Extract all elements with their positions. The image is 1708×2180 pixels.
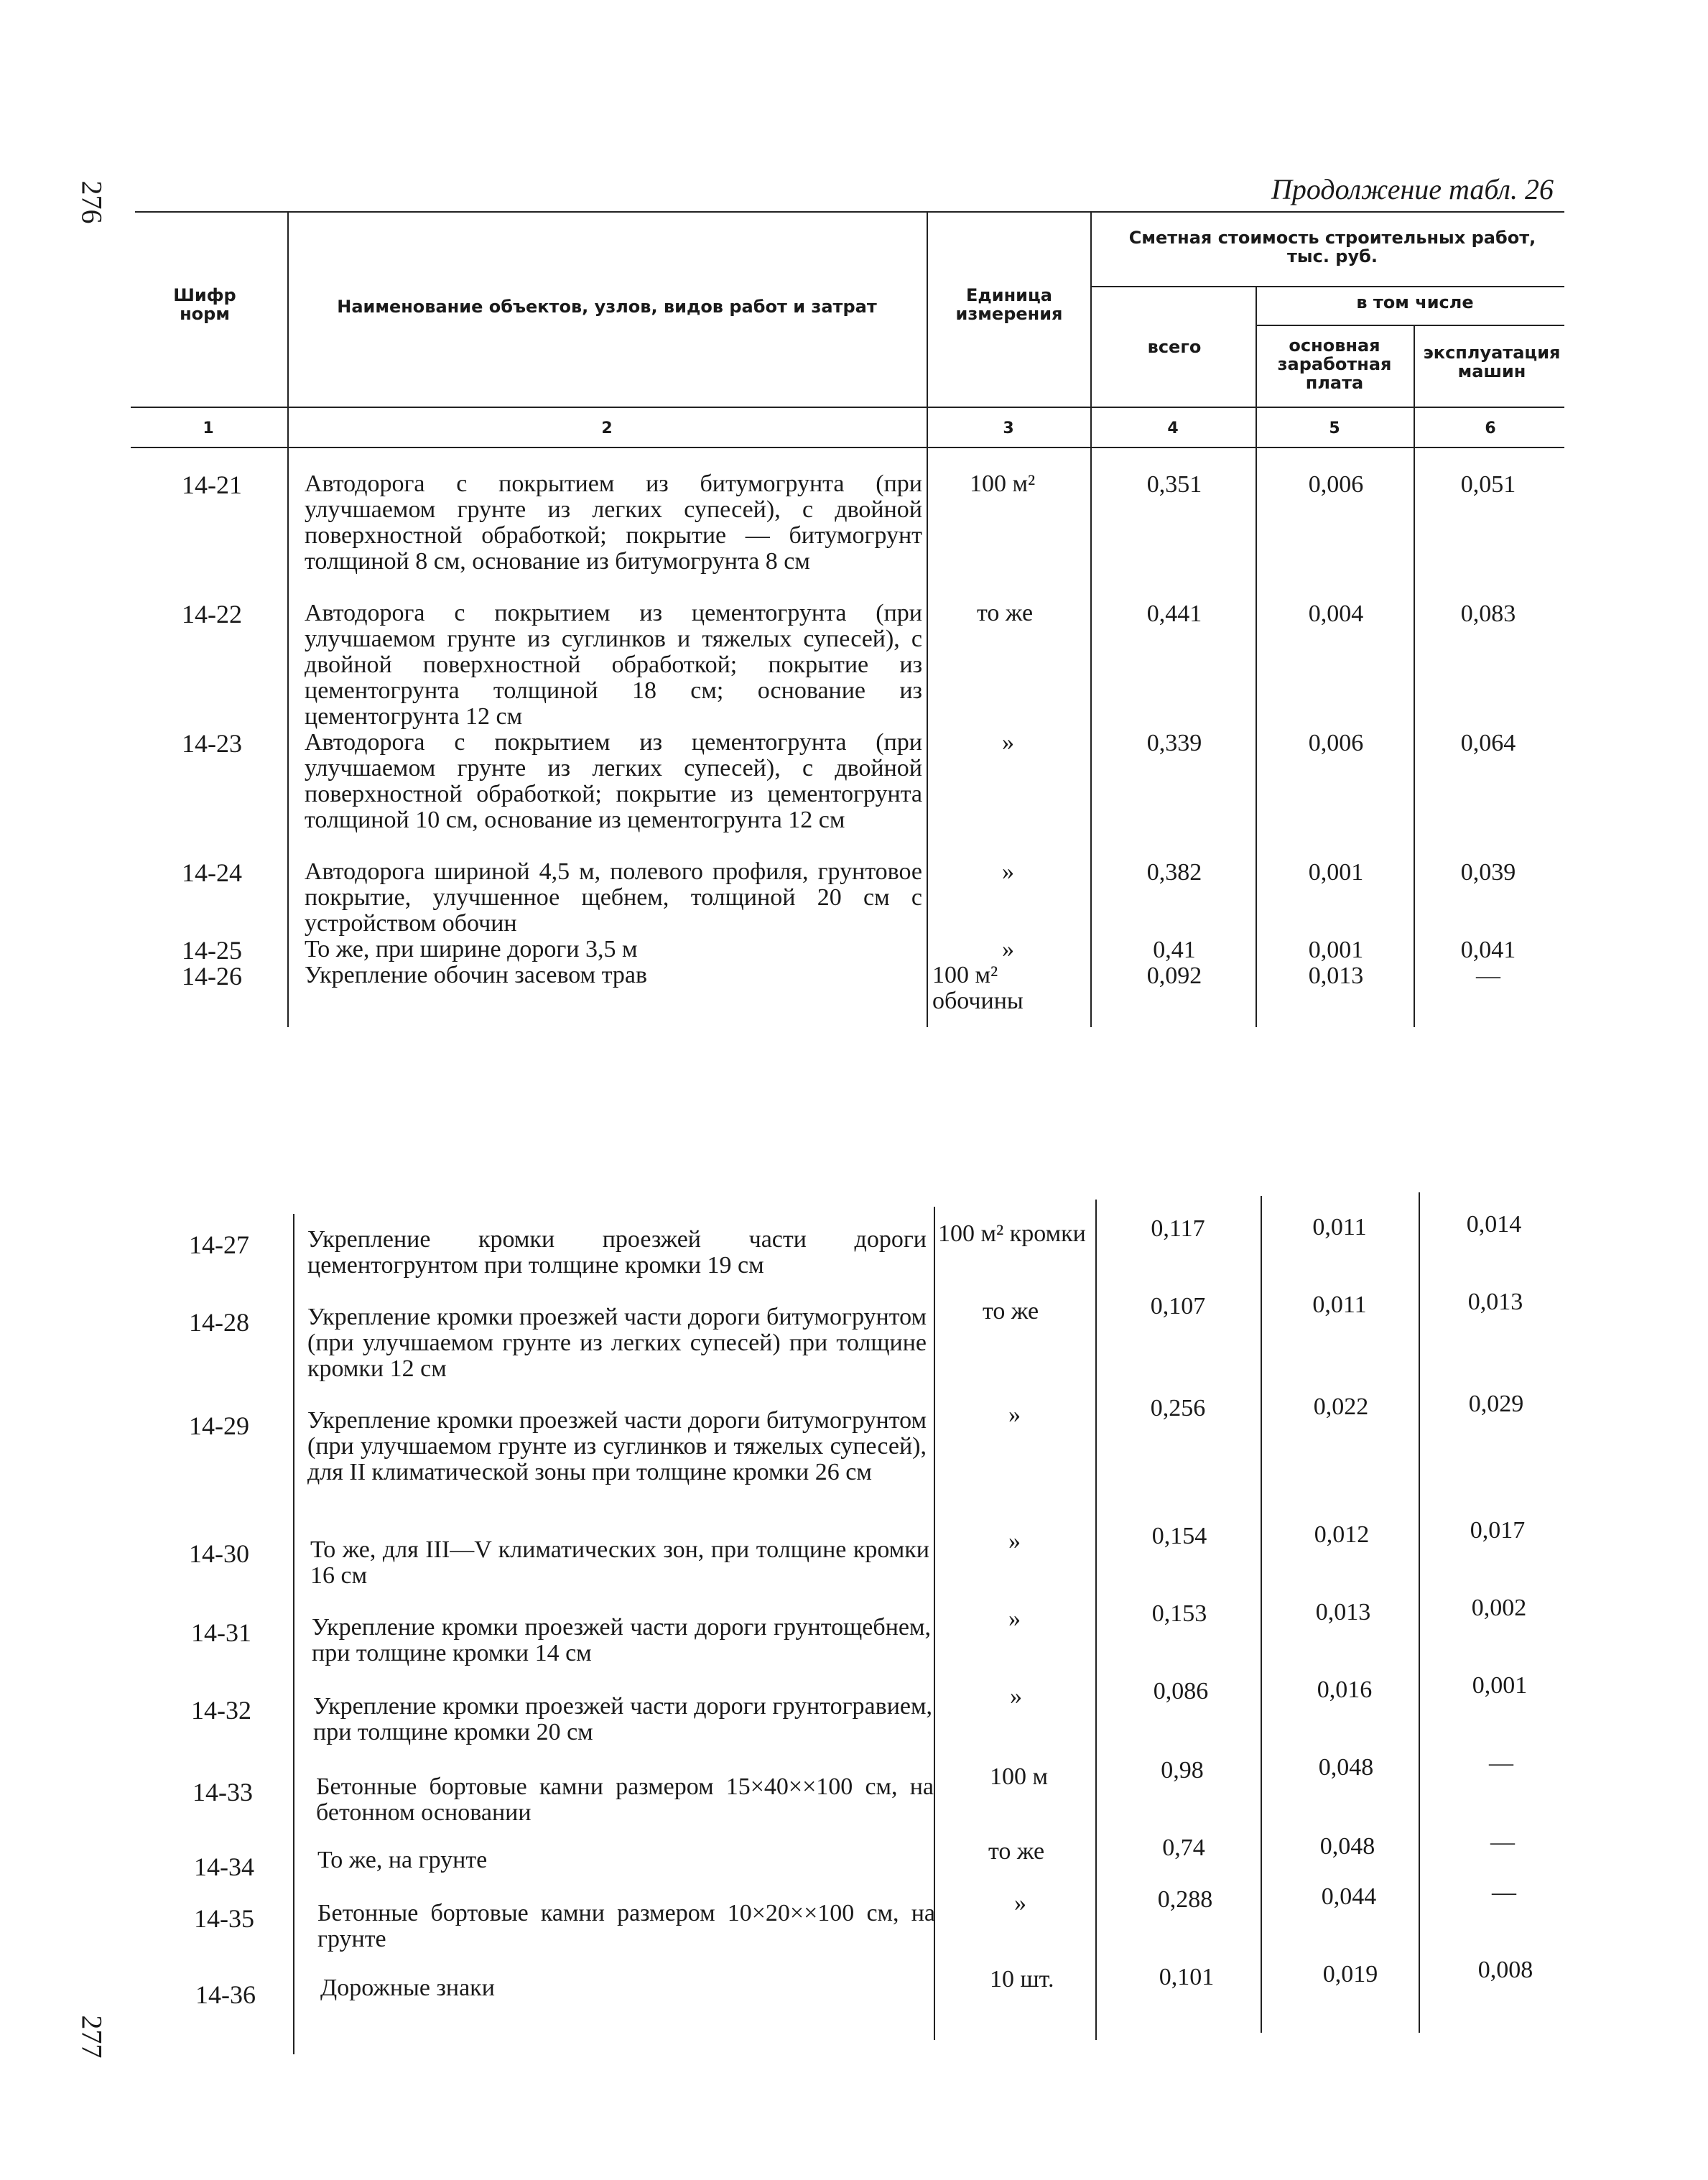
row-machines: 0,014 xyxy=(1466,1211,1522,1238)
page-number-top: 276 xyxy=(75,180,108,224)
row-code: 14-27 xyxy=(189,1230,249,1259)
row-code: 14-26 xyxy=(182,962,242,991)
row-wage: 0,013 xyxy=(1308,963,1364,989)
row-machines: 0,041 xyxy=(1460,937,1516,963)
row-total: 0,256 xyxy=(1150,1395,1206,1421)
row-machines: 0,039 xyxy=(1460,859,1516,886)
row-machines: — xyxy=(1476,963,1500,989)
row-total: 0,092 xyxy=(1146,963,1202,989)
row-name: Дорожные знаки xyxy=(320,1975,495,2001)
row-wage: 0,004 xyxy=(1308,600,1364,627)
row-name: Укрепление кромки проезжей части дороги цементогрунтом при толщине кромки 19 см xyxy=(307,1226,927,1279)
row-name: Автодорога с покрытием из битумогрунта (при улучшаемом грунте из легких супесей), с двойной поверхностной обработкой; покрытие — битумогрунт толщиной 8 см, основание из битумогрунта 8 см xyxy=(305,470,922,575)
row-unit: 100 м² xyxy=(970,470,1036,497)
colnum-1: 1 xyxy=(203,419,214,437)
header-top-rule xyxy=(135,211,1564,213)
row-wage: 0,012 xyxy=(1314,1521,1370,1548)
row-wage: 0,016 xyxy=(1317,1676,1373,1703)
row-name: Укрепление кромки проезжей части дороги грунтощебнем, при толщине кромки 14 см xyxy=(312,1614,931,1666)
row-total: 0,339 xyxy=(1146,730,1202,756)
row-name: Укрепление кромки проезжей части дороги битумогрунтом (при улучшаемом грунте из суглинков и тяжелых супесей), для II климатической зоны при толщине кромки 26 см xyxy=(307,1407,927,1485)
row-code: 14-29 xyxy=(189,1411,249,1440)
colnum-4: 4 xyxy=(1167,419,1179,437)
row-total: 0,107 xyxy=(1150,1293,1206,1319)
row-total: 0,154 xyxy=(1151,1523,1207,1549)
row-name: То же, для III—V климатических зон, при толщине кромки 16 см xyxy=(310,1536,929,1589)
header-bottom-rule xyxy=(131,407,1564,408)
row-unit: » xyxy=(1008,1605,1021,1632)
row-total: 0,382 xyxy=(1146,859,1202,886)
row-code: 14-36 xyxy=(195,1980,256,2009)
row-wage: 0,001 xyxy=(1308,937,1364,963)
table-caption: Продолжение табл. 26 xyxy=(1271,173,1554,205)
row-name: Автодорога с покрытием из цементогрунта (при улучшаемом грунте из суглинков и тяжелых супесей), с двойной поверхностной обработкой; покрытие из цементогрунта толщиной 18 см; основание из цементогрунта 12 см xyxy=(305,600,922,730)
colnum-6: 6 xyxy=(1485,419,1496,437)
row-total: 0,41 xyxy=(1153,937,1196,963)
row-total: 0,351 xyxy=(1146,471,1202,498)
col-divider-2 xyxy=(927,213,928,1027)
header-wage: основная заработная плата xyxy=(1277,335,1392,393)
colnum-2: 2 xyxy=(601,419,613,437)
row-machines: — xyxy=(1489,1750,1513,1776)
header-unit: Единица измерения xyxy=(955,285,1063,324)
row-machines: 0,008 xyxy=(1477,1957,1533,1983)
row-wage: 0,044 xyxy=(1321,1883,1377,1910)
col-divider-5 xyxy=(1414,325,1415,1027)
header-incl-rule xyxy=(1256,325,1564,326)
row-machines: 0,064 xyxy=(1460,730,1516,756)
row-wage: 0,019 xyxy=(1322,1961,1378,1987)
row-name: То же, при ширине дороги 3,5 м xyxy=(305,936,638,963)
row-name: Бетонные бортовые камни размером 15×40××100 см, на бетонном основании xyxy=(316,1773,934,1826)
header-machines: эксплуатация машин xyxy=(1423,343,1561,381)
row-code: 14-28 xyxy=(189,1308,249,1337)
header-total: всего xyxy=(1147,337,1202,357)
col-divider-3 xyxy=(1090,213,1092,1027)
row-unit: » xyxy=(1002,729,1014,756)
row-wage: 0,001 xyxy=(1308,859,1364,886)
row-name: Автодорога с покрытием из цементогрунта (при улучшаемом грунте из легких супесей), с двойной поверхностной обработкой; покрытие из цементогрунта толщиной 10 см, основание из цементогрунта 12 см xyxy=(305,729,922,833)
row-total: 0,101 xyxy=(1159,1964,1215,1990)
row-name: Укрепление обочин засевом трав xyxy=(305,962,648,988)
header-group-rule xyxy=(1090,286,1564,287)
row-code: 14-21 xyxy=(182,470,242,499)
row-unit: 100 м² кромки xyxy=(938,1220,1086,1247)
row-wage: 0,011 xyxy=(1312,1291,1367,1318)
row-machines: 0,017 xyxy=(1470,1517,1526,1544)
bottom-col-divider-3 xyxy=(1095,1200,1097,2040)
header-name: Наименование объектов, узлов, видов работ и затрат xyxy=(337,297,877,317)
colnum-rule xyxy=(131,447,1564,448)
row-code: 14-24 xyxy=(182,858,242,887)
bottom-col-divider-4 xyxy=(1261,1196,1262,2033)
row-machines: 0,083 xyxy=(1460,600,1516,627)
row-code: 14-31 xyxy=(191,1618,251,1647)
page-number-bottom: 277 xyxy=(75,2015,108,2059)
header-cost-group: Сметная стоимость строительных работ, тыс. руб. xyxy=(1128,228,1536,266)
row-total: 0,086 xyxy=(1153,1678,1209,1704)
row-unit: то же xyxy=(983,1298,1039,1325)
row-unit: » xyxy=(1010,1683,1022,1710)
header-code: Шифр норм xyxy=(173,285,236,324)
row-wage: 0,006 xyxy=(1308,730,1364,756)
row-unit: » xyxy=(1008,1528,1021,1554)
row-machines: 0,002 xyxy=(1471,1595,1527,1621)
row-total: 0,98 xyxy=(1161,1757,1204,1784)
row-unit: » xyxy=(1002,858,1014,885)
row-code: 14-32 xyxy=(191,1696,251,1725)
row-code: 14-35 xyxy=(194,1904,254,1933)
row-code: 14-22 xyxy=(182,600,242,629)
row-name: Автодорога шириной 4,5 м, полевого профиля, грунтовое покрытие, улучшенное щебнем, толщиной 20 см с устройством обочин xyxy=(305,858,922,937)
row-unit: » xyxy=(1014,1890,1026,1916)
row-code: 14-33 xyxy=(192,1778,253,1806)
row-code: 14-23 xyxy=(182,729,242,758)
row-total: 0,153 xyxy=(1151,1600,1207,1627)
row-name: Укрепление кромки проезжей части дороги битумогрунтом (при улучшаемом грунте из легких супесей) при толщине кромки 12 см xyxy=(307,1304,927,1382)
row-name: Укрепление кромки проезжей части дороги грунтогравием, при толщине кромки 20 см xyxy=(313,1693,932,1745)
row-unit: 100 м xyxy=(990,1763,1049,1790)
row-machines: — xyxy=(1492,1879,1516,1906)
row-machines: 0,001 xyxy=(1472,1672,1528,1699)
row-wage: 0,013 xyxy=(1315,1599,1371,1625)
row-total: 0,441 xyxy=(1146,600,1202,627)
row-wage: 0,048 xyxy=(1319,1833,1375,1860)
row-code: 14-30 xyxy=(189,1539,249,1568)
row-machines: 0,029 xyxy=(1468,1391,1524,1417)
row-wage: 0,011 xyxy=(1312,1214,1367,1240)
row-name: Бетонные бортовые камни размером 10×20××100 см, на грунте xyxy=(317,1900,935,1952)
col-divider-4 xyxy=(1256,287,1257,1027)
row-total: 0,117 xyxy=(1151,1215,1205,1242)
row-machines: — xyxy=(1490,1829,1515,1855)
row-machines: 0,051 xyxy=(1460,471,1516,498)
header-including: в том числе xyxy=(1356,292,1474,312)
col-divider-1 xyxy=(287,213,289,1027)
colnum-5: 5 xyxy=(1329,419,1340,437)
row-unit: » xyxy=(1008,1401,1021,1428)
bottom-col-divider-1 xyxy=(293,1214,294,2054)
row-unit: то же xyxy=(977,600,1034,626)
row-code: 14-34 xyxy=(194,1852,254,1881)
row-unit: то же xyxy=(988,1838,1045,1865)
row-total: 0,288 xyxy=(1157,1886,1213,1913)
row-unit: 10 шт. xyxy=(990,1966,1054,1993)
row-name: То же, на грунте xyxy=(317,1847,488,1873)
row-total: 0,74 xyxy=(1162,1835,1205,1861)
colnum-3: 3 xyxy=(1003,419,1014,437)
row-machines: 0,013 xyxy=(1467,1289,1523,1315)
row-wage: 0,022 xyxy=(1313,1393,1369,1420)
row-wage: 0,048 xyxy=(1318,1754,1374,1781)
row-wage: 0,006 xyxy=(1308,471,1364,498)
row-unit: » xyxy=(1002,936,1014,963)
row-unit: 100 м² обочины xyxy=(932,962,1024,1014)
row-code: 14-25 xyxy=(182,936,242,965)
